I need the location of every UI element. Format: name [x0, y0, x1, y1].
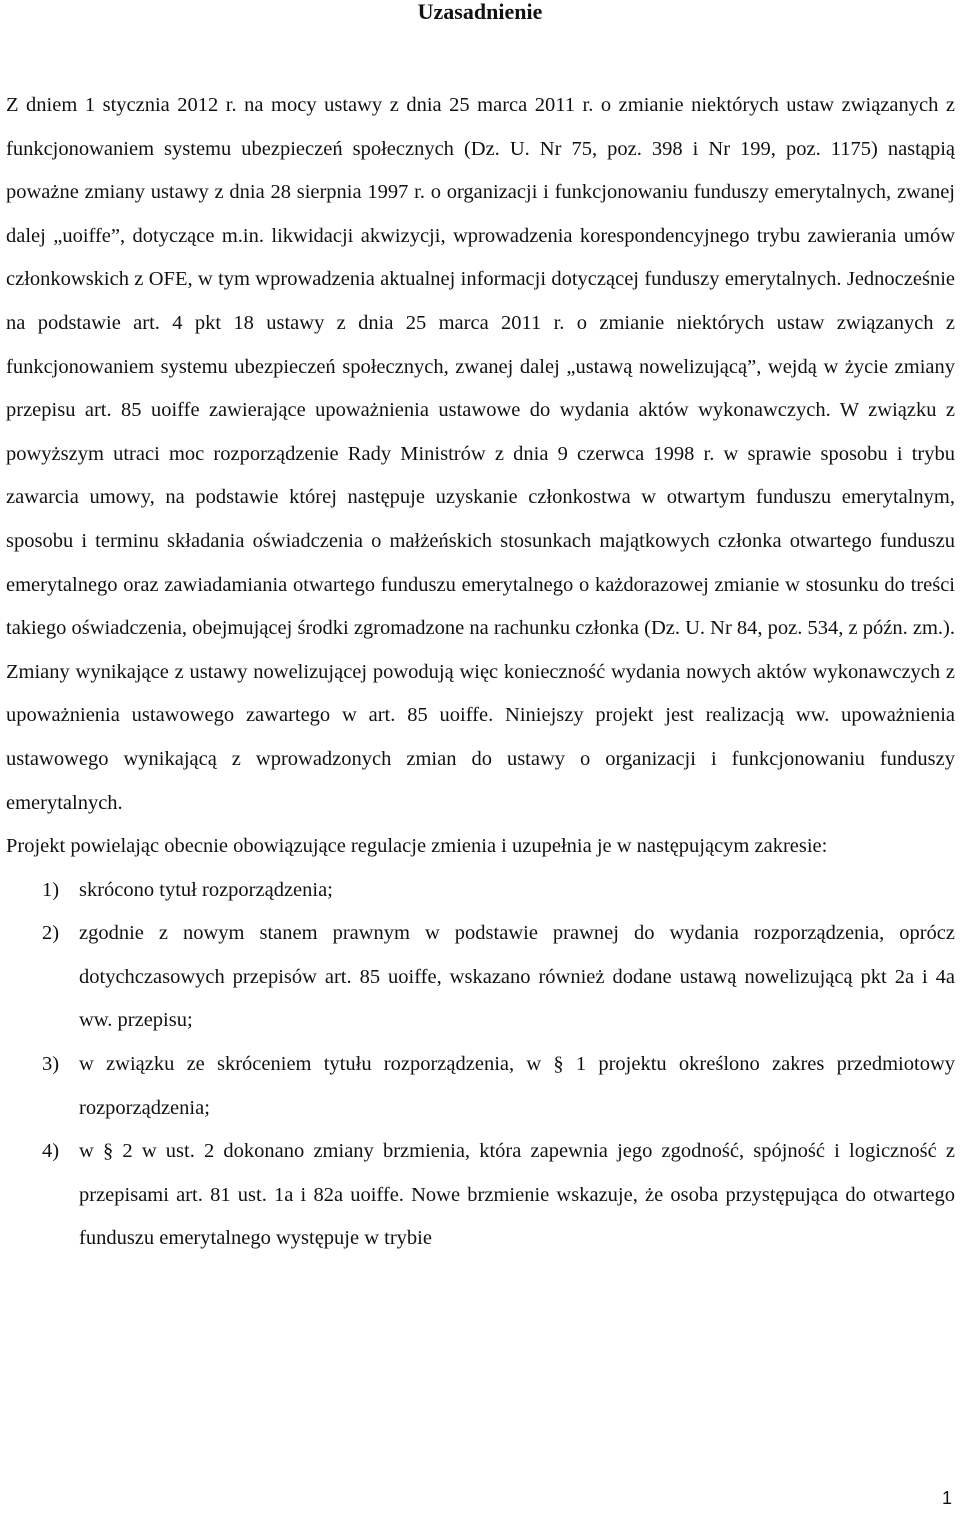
- page-number: 1: [941, 1488, 952, 1508]
- list-item-number: 1): [42, 878, 60, 901]
- paragraph-main: Z dniem 1 stycznia 2012 r. na mocy ustawy z dnia 25 marca 2011 r. o zmianie niektórych ustaw związanych z funkcjonowaniem systemu ubezpieczeń społecznych (Dz. U. Nr 75, poz. 398 i Nr 199, poz. 1175) nastąpią poważne zmiany ustawy z dnia 28 sierpnia 1997 r. o organizacji i funkcjonowaniu funduszy emerytalnych, zwanej dalej „uoiffe”, dotyczące m.in. likwidacji akwizycji, wprowadzenia korespondencyjnego trybu zawierania umów członkowskich z OFE, w tym wprowadzenia aktualnej informacji dotyczącej funduszy emerytalnych. Jednocześnie na podstawie art. 4 pkt 18 ustawy z dnia 25 marca 2011 r. o zmianie niektórych ustaw związanych z funkcjonowaniem systemu ubezpieczeń społecznych, zwanej dalej „ustawą nowelizującą”, wejdą w życie zmiany przepisu art. 85 uoiffe zawierające upoważnienia ustawowe do wydania aktów wykonawczych. W związku z powyższym utraci moc rozporządzenie Rady Ministrów z dnia 9 czerwca 1998 r. w sprawie sposobu i trybu zawarcia umowy, na podstawie której następuje uzyskanie członkostwa w otwartym funduszu emerytalnym, sposobu i terminu składania oświadczenia o małżeńskich stosunkach majątkowych członka otwartego funduszu emerytalnego oraz zawiadamiania otwartego funduszu emerytalnego o każdorazowej zmianie w stosunku do treści takiego oświadczenia, obejmującej środki zgromadzone na rachunku członka (Dz. U. Nr 84, poz. 534, z późn. zm.). Zmiany wynikające z ustawy nowelizującej powodują więc konieczność wydania nowych aktów wykonawczych z upoważnienia ustawowego zawartego w art. 85 uoiffe. Niniejszy projekt jest realizacją ww. upoważnienia ustawowego wynikającą z wprowadzonych zmian do ustawy o organizacji i funkcjonowaniu funduszy emerytalnych.: [6, 94, 955, 814]
- list-item-text: zgodnie z nowym stanem prawnym w podstawie prawnej do wydania rozporządzenia, oprócz dotychczasowych przepisów art. 85 uoiffe, wskazano również dodane ustawą nowelizującą pkt 2a i 4a ww. przepisu;: [79, 922, 955, 1032]
- list-item-text: w § 2 w ust. 2 dokonano zmiany brzmienia, która zapewnia jego zgodność, spójność i logiczność z przepisami art. 81 ust. 1a i 82a uoiffe. Nowe brzmienie wskazuje, że osoba przystępująca do otwartego funduszu emerytalnego występuje w trybie: [79, 1140, 955, 1250]
- document-body: [6, 84, 955, 1261]
- list-item: [6, 912, 955, 1043]
- document-title: Uzasadnienie: [417, 0, 543, 24]
- list-item-number: 2): [42, 922, 60, 945]
- list-item: [6, 1043, 955, 1130]
- list-item-text: skrócono tytuł rozporządzenia;: [79, 878, 333, 901]
- list-item-number: 4): [42, 1140, 60, 1163]
- list-item-number: 3): [42, 1053, 60, 1076]
- paragraph-scope: Projekt powielając obecnie obowiązujące regulacje zmienia i uzupełnia je w następującym zakresie:: [6, 835, 828, 858]
- list-item-text: w związku ze skróceniem tytułu rozporządzenia, w § 1 projektu określono zakres przedmiotowy rozporządzenia;: [79, 1053, 955, 1119]
- list-item: [6, 1130, 955, 1261]
- changes-list: [6, 869, 955, 1261]
- list-item: [6, 869, 955, 913]
